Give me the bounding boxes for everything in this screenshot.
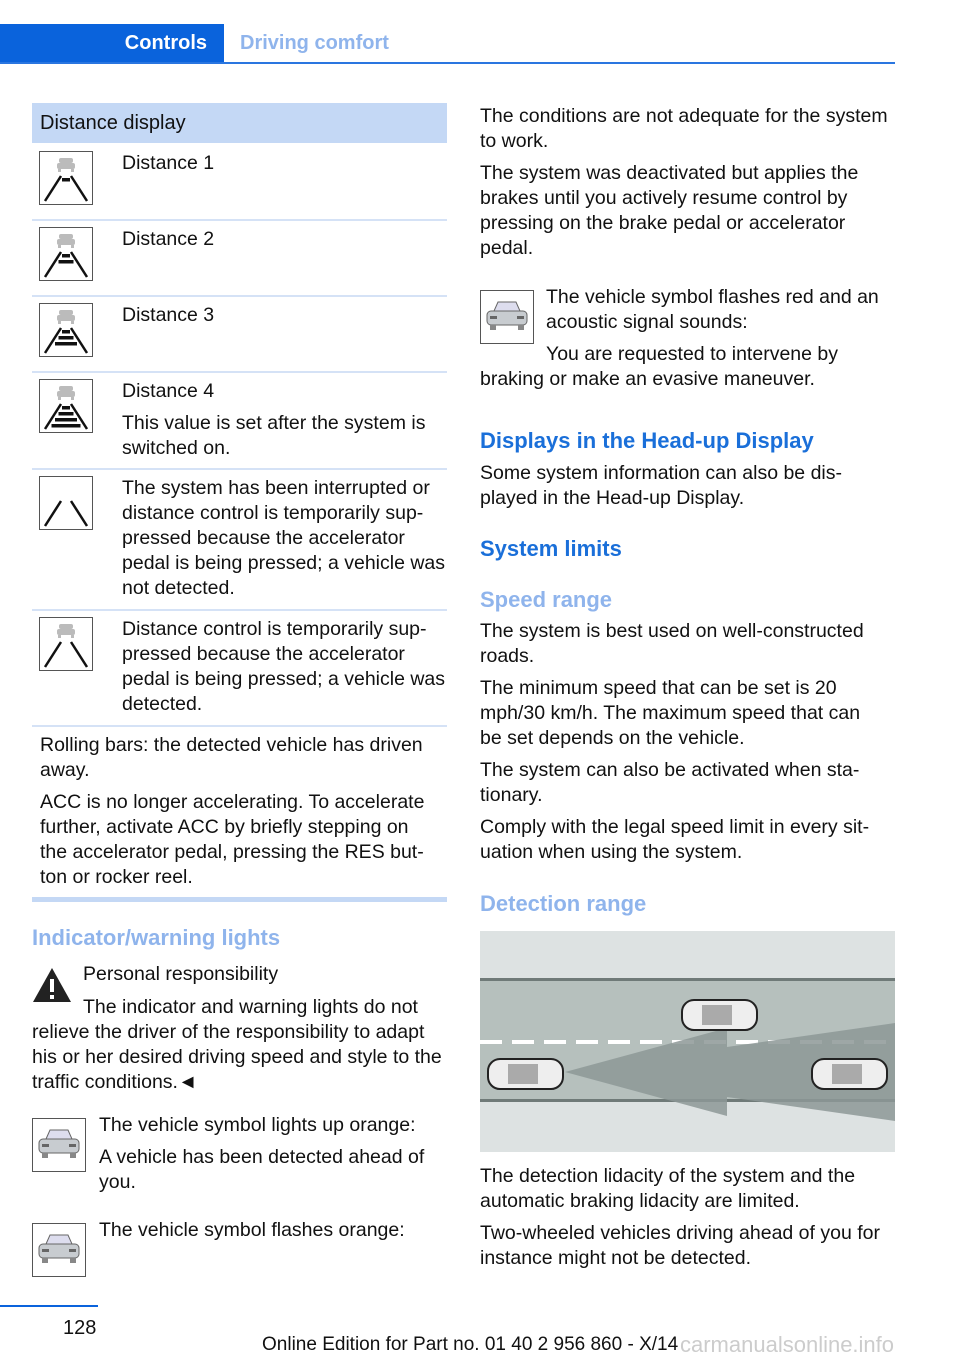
lanes-no-vehicle-icon xyxy=(39,476,93,530)
table-row xyxy=(32,219,447,297)
row-text-line: This value is set after the system is switched on. xyxy=(122,412,426,459)
hud-heading: Displays in the Head-up Display xyxy=(480,428,814,453)
table-header: Distance display xyxy=(32,103,447,143)
lanes-vehicle-icon xyxy=(39,617,93,671)
row-text-line: Distance 4 xyxy=(122,380,215,402)
table-row xyxy=(32,371,447,470)
row-text xyxy=(122,227,447,259)
row-text xyxy=(122,151,447,183)
row-text xyxy=(122,303,447,335)
edition-text: Online Edition for Part no. 01 40 2 956 860 - X/14 xyxy=(262,1334,679,1355)
vehicle-orange-icon xyxy=(32,1118,86,1172)
row-text-line: Distance control is temporarily suppressed because the accelerator pedal is being pressed; a vehicle was detected. xyxy=(122,618,446,715)
car-glyph xyxy=(40,152,92,204)
rolling-bars-text xyxy=(40,733,440,890)
distance-1-icon xyxy=(39,151,93,205)
speed-text xyxy=(480,619,885,865)
warning-text: The indicator and warning lights do not relieve the driver of the responsibility to adapt his or her desired driving speed and style to the traffic conditions.◄ xyxy=(32,996,442,1093)
car-glyph xyxy=(40,304,92,356)
paragraph: The vehicle symbol lights up orange: xyxy=(99,1114,416,1136)
system-limits-heading: System limits xyxy=(480,536,622,561)
detection-range-heading: Detection range xyxy=(480,891,647,916)
distance-4-icon xyxy=(39,379,93,433)
car-glyph xyxy=(40,228,92,280)
vehicle-red-icon xyxy=(480,290,534,344)
paragraph: The system is best used on well-constructed roads. xyxy=(480,620,864,667)
car-icon xyxy=(812,1059,887,1089)
tab-controls[interactable]: Controls xyxy=(0,24,224,62)
page-number: 128 xyxy=(63,1317,97,1339)
paragraph: The minimum speed that can be set is 20 mph/30 km/h. The maximum speed that can be set depends on the vehicle. xyxy=(480,677,861,749)
row-text-line: Distance 1 xyxy=(122,152,215,174)
table-row xyxy=(32,143,447,221)
tab-driving-comfort[interactable]: Driving comfort xyxy=(240,32,389,54)
right-intro xyxy=(480,104,890,261)
paragraph: The conditions are not adequate for the system to work. xyxy=(480,105,888,152)
car-icon xyxy=(682,1000,757,1030)
paragraph: ACC is no longer accelerating. To accelerate further, activate ACC by briefly stepping on the accelerator pedal, pressing the RES button or rocker reel. xyxy=(40,791,425,888)
paragraph: Comply with the legal speed limit in every situation when using the system. xyxy=(480,816,870,863)
paragraph: Rolling bars: the detected vehicle has driven away. xyxy=(40,734,423,781)
row-text xyxy=(122,379,447,468)
row-text-line: Distance 2 xyxy=(122,228,215,250)
warning-title: Personal responsibility xyxy=(83,963,279,985)
paragraph: The detection lidacity of the system and the automatic braking lidacity are limited. xyxy=(480,1165,856,1212)
paragraph: A vehicle has been detected ahead of you. xyxy=(99,1146,425,1193)
watermark: carmanualsonline.info xyxy=(680,1332,895,1357)
detection-text xyxy=(480,1164,890,1271)
paragraph: Two-wheeled vehicles driving ahead of you for instance might not be detected. xyxy=(480,1222,880,1269)
car-glyph xyxy=(40,618,92,670)
car-icon xyxy=(488,1059,563,1089)
row-text xyxy=(122,617,447,724)
row-text-line: The system has been interrupted or distance control is temporarily suppressed because the accelerator pedal is being pressed; a vehicle was not detected. xyxy=(122,477,446,599)
hud-text: Some system information can also be displayed in the Head-up Display. xyxy=(480,462,842,509)
orange-light-text xyxy=(99,1113,444,1195)
indicator-heading: Indicator/warning lights xyxy=(32,925,281,950)
car-glyph xyxy=(40,380,92,432)
table-row xyxy=(32,609,447,727)
row-text-line: Distance 3 xyxy=(122,304,215,326)
red-text: The vehicle symbol flashes red and an acoustic signal sounds: xyxy=(546,286,879,333)
table-row xyxy=(32,295,447,373)
detection-range-illustration xyxy=(480,931,895,1159)
distance-3-icon xyxy=(39,303,93,357)
table-row xyxy=(32,468,447,611)
speed-range-heading: Speed range xyxy=(480,587,613,612)
red-text-b1: You are requested to intervene by xyxy=(546,343,838,365)
vehicle-flash-orange-icon xyxy=(32,1223,86,1277)
paragraph: The system was deactivated but applies the brakes until you actively resume control by pressing on the brake pedal or accelerator pedal. xyxy=(480,162,859,259)
distance-2-icon xyxy=(39,227,93,281)
divider xyxy=(32,897,447,902)
orange-flash-text: The vehicle symbol flashes orange: xyxy=(99,1219,405,1241)
red-text-b2: braking or make an evasive maneuver. xyxy=(480,368,815,390)
paragraph: The system can also be activated when stationary. xyxy=(480,759,860,806)
footer-line xyxy=(0,1305,98,1307)
row-text xyxy=(122,476,447,608)
